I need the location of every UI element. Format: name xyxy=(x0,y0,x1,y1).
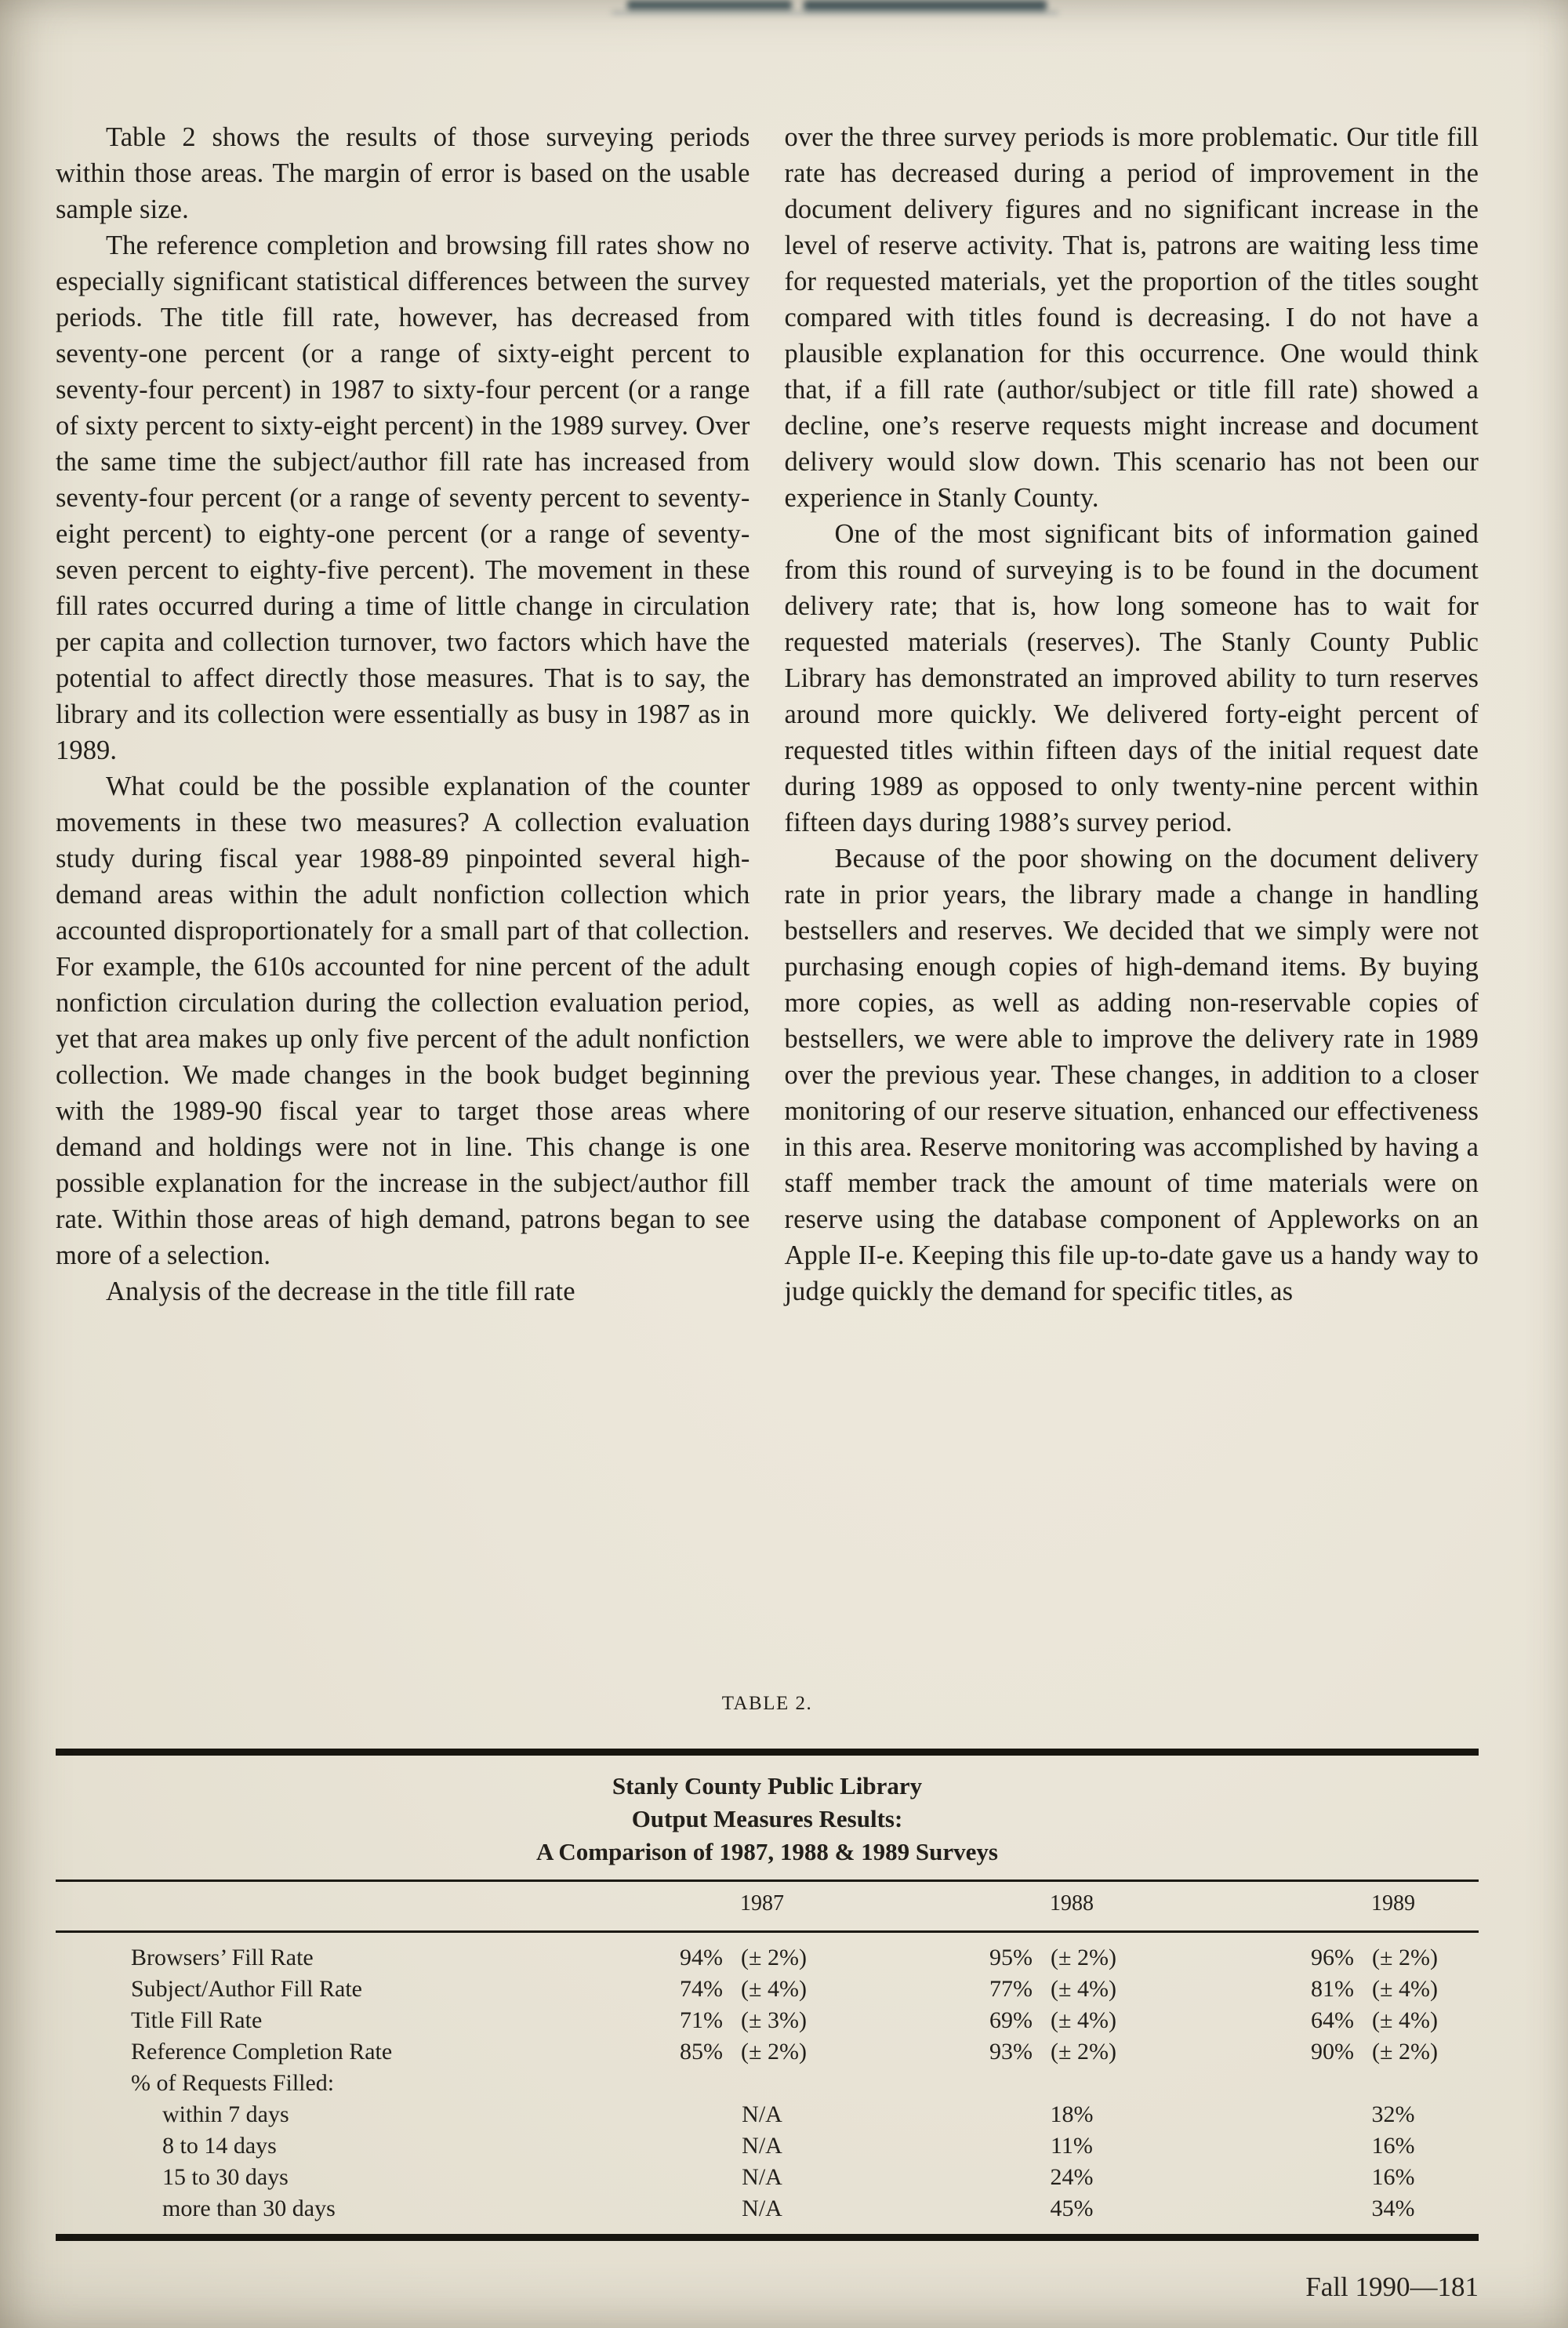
cell-value: 24% xyxy=(1050,2164,1094,2190)
cell-value: 77% xyxy=(989,1976,1033,2002)
cell-error: (± 2%) xyxy=(1372,1945,1438,1970)
table-row xyxy=(56,1974,1479,2005)
row-label: 8 to 14 days xyxy=(162,2133,277,2159)
cell-value: 69% xyxy=(989,2007,1033,2033)
cell-error: (± 3%) xyxy=(741,2007,807,2033)
cell-value: 96% xyxy=(1311,1945,1354,1970)
row-label: % of Requests Filled: xyxy=(131,2070,335,2096)
paragraph: Table 2 shows the results of those surveying periods within those areas. The margin of error is based on the usable sample size. xyxy=(56,122,750,224)
cell-value: 64% xyxy=(1311,2007,1354,2033)
table-title-line: A Comparison of 1987, 1988 & 1989 Surveys xyxy=(535,1838,998,1865)
top-edge-ink-bleed xyxy=(627,0,792,10)
row-label: within 7 days xyxy=(162,2101,289,2127)
cell-value: 16% xyxy=(1371,2164,1415,2190)
row-label: more than 30 days xyxy=(162,2195,336,2221)
row-label: Reference Completion Rate xyxy=(131,2039,393,2065)
year-header: 1989 xyxy=(1371,1891,1415,1916)
year-header: 1987 xyxy=(740,1891,784,1916)
cell-value: N/A xyxy=(742,2164,782,2190)
table-caption-label: TABLE 2. xyxy=(721,1693,813,1714)
cell-error: (± 2%) xyxy=(741,1945,807,1970)
row-label: Browsers’ Fill Rate xyxy=(131,1945,314,1970)
paragraph: over the three survey periods is more problematic. Our title fill rate has decreased during a period of improvement in the document delivery figures and no significant increase in the level of reserve activity. That is, patrons are waiting less time for requested materials, yet the proportion of the titles sought compared with titles found is decreasing. I do not have a plausible explanation for this occurrence. One would think that, if a fill rate (author/subject or title fill rate) showed a decline, one’s reserve requests might increase and document delivery would slow down. This scenario has not been our experience in Stanly County. xyxy=(784,122,1479,513)
cell-error: (± 4%) xyxy=(741,1976,807,2002)
paragraph: Because of the poor showing on the document delivery rate in prior years, the library made a change in handling bestsellers and reserves. We decided that we simply were not purchasing enough copies of high-demand items. By buying more copies, as well as adding non-reservable copies of bestsellers, we were able to improve the delivery rate in 1989 over the previous year. These changes, in addition to a closer monitoring of our reserve situation, enhanced our effectiveness in this area. Reserve monitoring was accomplished by having a staff member track the amount of time materials were on reserve using the database component of Appleworks on an Apple II-e. Keeping this file up-to-date gave us a handy way to judge quickly the demand for specific titles, as xyxy=(784,844,1479,1306)
cell-value: 94% xyxy=(680,1945,723,1970)
row-label: 15 to 30 days xyxy=(162,2164,289,2190)
table-row xyxy=(56,2036,1479,2068)
divider-thick-bottom xyxy=(56,2234,1479,2241)
cell-error: (± 2%) xyxy=(1051,2039,1116,2065)
cell-value: 74% xyxy=(680,1976,723,2002)
cell-error: (± 2%) xyxy=(1372,2039,1438,2065)
cell-error: (± 4%) xyxy=(1372,1976,1438,2002)
table-row xyxy=(56,2068,1479,2099)
table-year-header-row xyxy=(56,1890,1479,1918)
divider-thick-top xyxy=(56,1749,1479,1756)
paragraph: What could be the possible explanation of the counter movements in these two measures? A collection evaluation study during fiscal year 1988-89 pinpointed several high-demand areas within the adult nonfiction collection which accounted disproportionately for a small part of that collection. For example, the 610s accounted for nine percent of the adult nonfiction circulation during the collection evaluation period, yet that area makes up only five percent of the adult nonfiction collection. We made changes in the book budget beginning with the 1989-90 fiscal year to target those areas where demand and holdings were not in line. This change is one possible explanation for the increase in the subject/author fill rate. Within those areas of high demand, patrons began to see more of a selection. xyxy=(56,772,750,1270)
table-row xyxy=(56,1942,1479,1974)
table-row xyxy=(56,2193,1479,2224)
table-row xyxy=(56,2099,1479,2130)
cell-error: (± 2%) xyxy=(741,2039,807,2065)
left-column xyxy=(56,119,750,1309)
paragraph: Analysis of the decrease in the title fill rate xyxy=(106,1277,575,1306)
cell-value: N/A xyxy=(742,2101,782,2127)
table-title xyxy=(56,1770,1479,1869)
cell-value: 16% xyxy=(1371,2133,1415,2159)
table-title-line: Output Measures Results: xyxy=(631,1805,903,1832)
paragraph: One of the most significant bits of information gained from this round of surveying is to be found in the document delivery rate; that is, how long someone has to wait for requested materials (reserves). The Stanly County Public Library has demonstrated an improved ability to turn reserves around more quickly. We delivered forty-eight percent of requested titles within fifteen days of the initial request date during 1989 as opposed to only twenty-nine percent within fifteen days during 1988’s survey period. xyxy=(784,519,1479,837)
top-edge-ink-bleed xyxy=(612,11,1058,14)
cell-value: 93% xyxy=(989,2039,1033,2065)
cell-value: N/A xyxy=(742,2133,782,2159)
cell-value: 11% xyxy=(1051,2133,1093,2159)
cell-value: 95% xyxy=(989,1945,1033,1970)
row-label: Title Fill Rate xyxy=(131,2007,263,2033)
table-row xyxy=(56,2130,1479,2162)
table-body xyxy=(56,1942,1479,2224)
cell-value: 85% xyxy=(680,2039,723,2065)
row-label: Subject/Author Fill Rate xyxy=(131,1976,362,2002)
cell-value: 32% xyxy=(1371,2101,1415,2127)
cell-value: 81% xyxy=(1311,1976,1354,2002)
cell-error: (± 2%) xyxy=(1051,1945,1116,1970)
cell-value: 45% xyxy=(1050,2195,1094,2221)
cell-error: (± 4%) xyxy=(1372,2007,1438,2033)
table-row xyxy=(56,2005,1479,2036)
year-header: 1988 xyxy=(1050,1891,1094,1916)
cell-value: 71% xyxy=(680,2007,723,2033)
top-edge-ink-bleed xyxy=(804,0,1047,11)
divider-thin-above-years xyxy=(56,1879,1479,1882)
table-row xyxy=(56,2162,1479,2193)
page-footer: Fall 1990—181 xyxy=(1305,2272,1479,2302)
paragraph: The reference completion and browsing fill rates show no especially significant statistical differences between the survey periods. The title fill rate, however, has decreased from seventy-one percent (or a range of sixty-eight percent to seventy-four percent) in 1987 to sixty-four percent (or a range of sixty percent to sixty-eight percent) in the 1989 survey. Over the same time the subject/author fill rate has increased from seventy-four percent (or a range of seventy percent to seventy-eight percent) to eighty-one percent (or a range of seventy-seven percent to eighty-five percent). The movement in these fill rates occurred during a time of little change in circulation per capita and collection turnover, two factors which have the potential to affect directly those measures. That is to say, the library and its collection were essentially as busy in 1987 as in 1989. xyxy=(56,231,750,765)
cell-value: N/A xyxy=(742,2195,782,2221)
cell-value: 90% xyxy=(1311,2039,1354,2065)
table-title-line: Stanly County Public Library xyxy=(612,1772,923,1800)
cell-value: 18% xyxy=(1050,2101,1094,2127)
divider-thin-below-years xyxy=(56,1930,1479,1933)
right-column xyxy=(785,119,1479,1309)
cell-value: 34% xyxy=(1371,2195,1415,2221)
article-body xyxy=(56,119,1479,1309)
cell-error: (± 4%) xyxy=(1051,2007,1116,2033)
table-2-section xyxy=(56,1692,1479,2241)
cell-error: (± 4%) xyxy=(1051,1976,1116,2002)
